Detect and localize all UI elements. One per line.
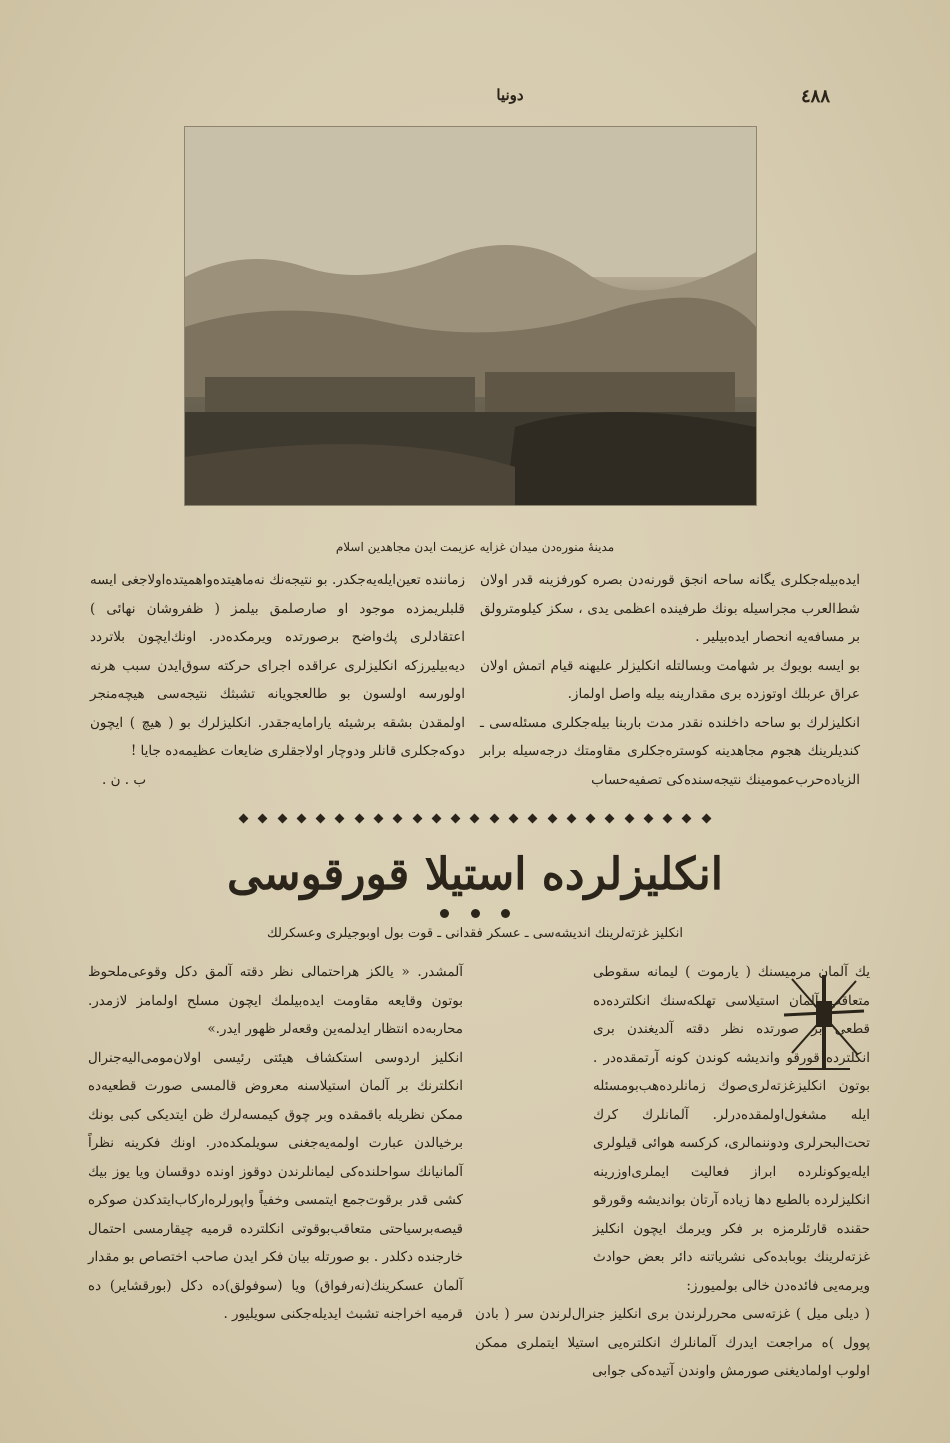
page-number: ٤٨٨ [800,86,830,107]
page-header [190,86,830,112]
photograph-illustration [185,127,756,505]
paragraph: انکلیزلرك بو ساحه داخلنده نقدر مدت باربنا بیله‌جکلری مسئله‌سی ـ کندیلرینك هجوم مجاهدینه کوستره‌جکلری مقاومتك درجه‌سیله برابر الزیاده‌حرب‌عمومینك نتیجه‌سنده‌کی تصفیه‌حساب [480,714,860,788]
paragraph: انکلیز اردوسی استکشاف هیئتی رئیسی اولان‌مومی‌الیه‌جنرال انکلترنك بر آلمان استیلاسنه معروض قالمسی صورت قطعیه‌ده ممکن نظریله باقمقده وبر چوق کیمسه‌لرك ظن ایتدیکی کبی بونك برخیالدن عبارت اولمه‌یه‌جغنی سویلمکده‌در. اونك فکرینه نظراً آلمانیانك سواحلنده‌کی لیمانلرندن دوقوز اونده دوقسان ویا یوز بیك کشی قدر برقوت‌جمع ایتمسی وخفیاً واپورلره‌اركاب‌ایتدکدن صوکره قیصه‌برسیاحتی متعاقب‌بوقوتی انکلترده قرمیه چیقارمسی احتمال خارجنده دکلدر . بو صورتله بیان فکر ایدن صاحب اختصاص بو مقدار آلمان عسکرینك(نه‌رفواق) ویا (سوفولق)ده دکل (بورقشایر) ده قرمیه اخراجنه تشبث ایدیله‌جکنی سویلیور . [88,1049,463,1322]
section-divider-ornament [240,810,710,826]
paragraph: ایده‌بیله‌جکلری یگانه ساحه انجق قورنه‌دن بصره کورفزینه قدر اولان شط‌العرب مجراسیله بونك طرفینده اعظمی یدی ، سکز کیلومترولق بر مسافه‌یه انحصار ایده‌بیلیر . [480,572,860,645]
paragraph: بو ایسه بویوك بر شهامت وبسالتله انکلیزلر علیهنه قیام اتمش اولان عراق عربلك اوتوزده بری مقدارینه بیله واصل اولماز. [480,657,860,702]
main-article-right-column [475,958,870,1386]
author-signature: ب . ن . [102,771,147,788]
article-title: انکلیزلرده استیلا قورقوسی [226,849,724,900]
title-dots-ornament [440,905,510,921]
main-article-left-column [88,958,463,1329]
top-article-left-column [90,566,465,794]
paragraph: زماننده تعین‌ایله‌یه‌جکدر. بو نتیجه‌نك نه‌ماهیتده‌واهمیتده‌اولاجغی ایسه قلبلریمزده موجود او صارصلمق بیلمز ( ظفروشان نهائی ) اعتقادلری پك‌واضح برصورتده ویرمکده‌در. اونك‌ایچون بلاتردد دیه‌بیلیرزکه انکلیزلری عراقده اجرای حرکته سوق‌ایدن سبب هرنه اولورسه اولسون بو طالعجویانه تشبثك نتیجه‌سی هیچه‌منجر اولمقدن بشقه برشیئه یارامایه‌جقدر. انکلیزلرك بو ( هیچ ) ایچون دوکه‌جکلری قانلر ودوچار اولاجقلری ضایعات عظیمه‌ده جایا ! [90,572,465,759]
running-title: دونیا [496,86,524,104]
photograph-railway-crowd [184,126,757,506]
paragraph: آلمشدر. « یالکز هراحتمالی نظر دقته آلمق دکل وقوعی‌ملحوظ بوتون وقایعه مقاومت ایده‌بیلمك ایچون مسلح اولمامز لازمدر. محاربه‌ده انتظار ایدلمه‌ین وقعه‌لر ظهور ایدر.» [88,964,463,1037]
figure-caption: مدینهٔ منوره‌دن میدان غزایه عزیمت ایدن مجاهدین اسلام [335,540,615,554]
article-subtitle: انکلیز غزته‌لرینك اندیشه‌سی ـ عسکر فقدانی ـ قوت بول اوبوجیلری وعسکرلك [267,926,683,941]
paragraph: ( دیلی میل ) غزته‌سی محررلرندن بری انکلیز جنرال‌لرندن سر ( بادن پوول )ه مراجعت ایدرك آلمانلرك انکلتره‌یی استیلا ایتملری ممکن اولوب اولمادیغنی صورمش واوندن آتیده‌کی جوابی [475,1306,870,1379]
top-article-right-column [480,566,860,794]
paragraph: یك آلمان مرمیسنك ( یارموت ) لیمانه سقوطی متعاقب آلمان استیلاسی تهلکه‌سنك انکلترده‌ده قطعی بر صورتده نظر دقته آلدیغندن بری انکلترده قورقو واندیشه کوندن کونه آرتمقده‌در . بوتون انکلیزغزته‌لری‌صوك زمانلرده‌هب‌بومسئله ایله مشغول‌اولمقده‌درلر. آلمانلرك کرك تحت‌البحرلری ودوننمالری، کرکسه هوائی قیلولری ایله‌یوکونلرده ابراز فعالیت ایملری‌اوزرینه انکلیزلرده بالطبع دها زیاده آرتان بواندیشه وقورقو حقنده قارئلرمزه بر فکر ویرمك ایچون انکلیز غزته‌لرینك بوبابده‌کی نشریاتنه دائر بعض حوادث ویرمه‌یی فائده‌دن خالی بولمیورز: [593,964,870,1294]
